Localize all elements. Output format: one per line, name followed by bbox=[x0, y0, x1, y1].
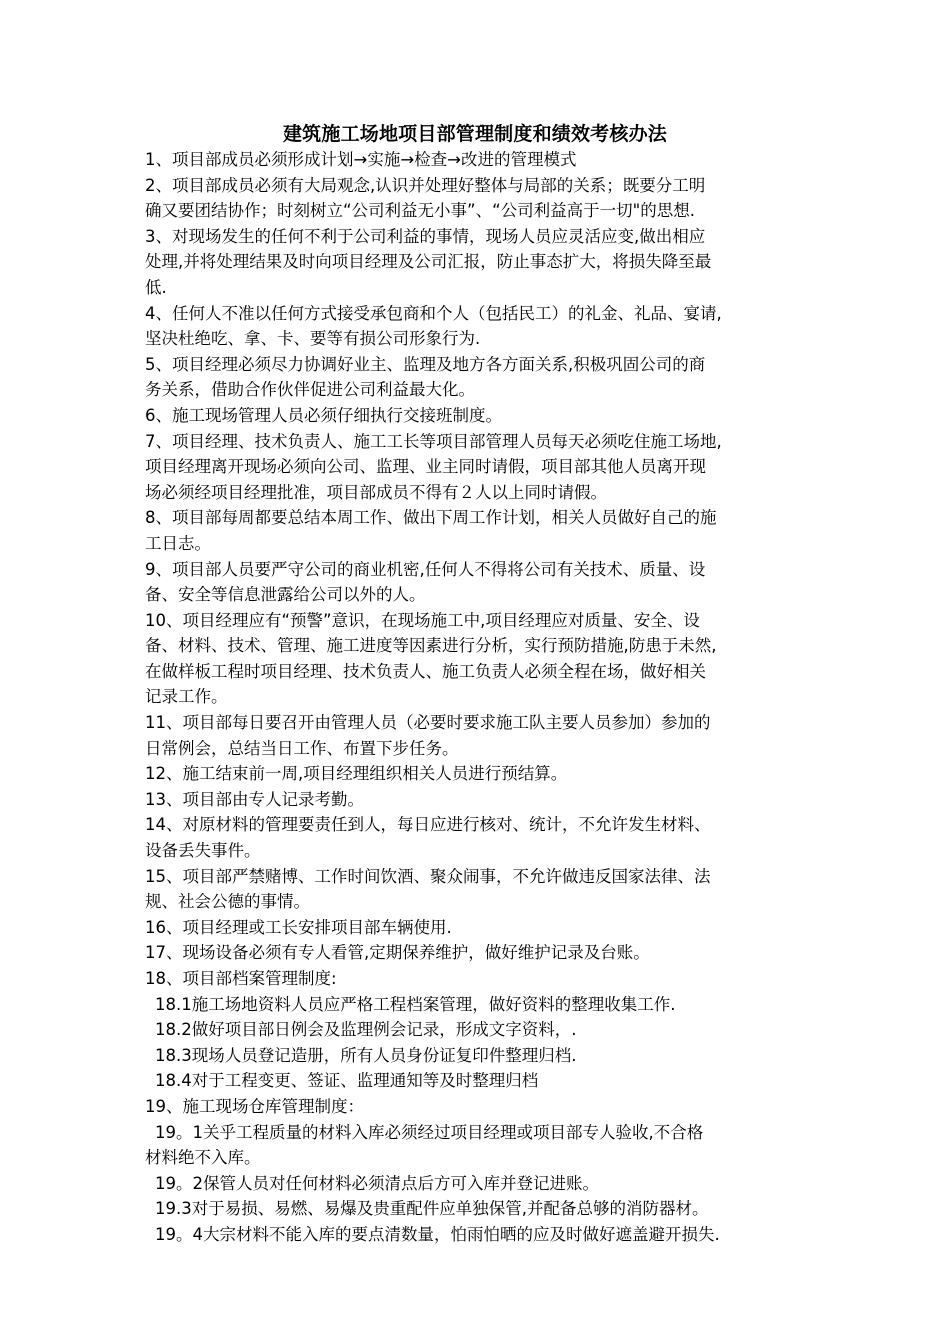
paragraph-line: 处理,并将处理结果及时向项目经理及公司汇报，防止事态扩大，将损失降至最 bbox=[145, 252, 712, 272]
paragraph-line: 1、项目部成员必须形成计划→实施→检查→改进的管理模式 bbox=[145, 150, 577, 169]
paragraph-line: 工日志。 bbox=[145, 533, 211, 553]
paragraph-line: 15、项目部严禁赌博、工作时间饮酒、聚众闹事，不允许做违反国家法律、法 bbox=[145, 866, 711, 886]
document-body bbox=[145, 147, 820, 1248]
paragraph-line: 18.3现场人员登记造册，所有人员身份证复印件整理归档. bbox=[155, 1045, 577, 1065]
document-title: 建筑施工场地项目部管理制度和绩效考核办法 bbox=[282, 123, 667, 145]
paragraph-line: 11、项目部每日要召开由管理人员（必要时要求施工队主要人员参加）参加的 bbox=[145, 713, 711, 733]
paragraph-line: 16、项目经理或工长安排项目部车辆使用. bbox=[145, 917, 452, 937]
paragraph-line: 场必须经项目经理批准，项目部成员不得有２人以上同时请假。 bbox=[145, 482, 607, 502]
paragraph-line: 8、项目部每周都要总结本周工作、做出下周工作计划，相关人员做好自己的施 bbox=[145, 508, 717, 528]
paragraph-line: 12、施工结束前一周,项目经理组织相关人员进行预结算。 bbox=[145, 764, 568, 784]
paragraph-line: 19。2保管人员对任何材料必须清点后方可入库并登记进账。 bbox=[155, 1173, 599, 1193]
paragraph-line: 6、施工现场管理人员必须仔细执行交接班制度。 bbox=[145, 405, 502, 425]
paragraph-line: 备、安全等信息泄露给公司以外的人。 bbox=[145, 585, 426, 605]
paragraph-line: 17、现场设备必须有专人看管,定期保养维护，做好维护记录及台账。 bbox=[145, 943, 650, 963]
paragraph-line: 10、项目经理应有“预警”意识，在现场施工中,项目经理应对质量、安全、设 bbox=[145, 610, 700, 630]
paragraph-line: 务关系，借助合作伙伴促进公司利益最大化。 bbox=[145, 380, 475, 400]
paragraph-line: 在做样板工程时项目经理、技术负责人、施工负责人必须全程在场，做好相关 bbox=[145, 661, 706, 681]
paragraph-line: 确又要团结协作；时刻树立“公司利益无小事”、“公司利益高于一切"的思想. bbox=[145, 201, 695, 221]
paragraph-line: 3、对现场发生的任何不利于公司利益的事情，现场人员应灵活应变,做出相应 bbox=[145, 226, 706, 246]
paragraph-line: 18、项目部档案管理制度: bbox=[145, 969, 337, 988]
paragraph-line: 18.4对于工程变更、签证、监理通知等及时整理归档 bbox=[155, 1071, 539, 1091]
paragraph-line: 材料绝不入库。 bbox=[145, 1148, 261, 1168]
paragraph-line: 19。1关乎工程质量的材料入库必须经过项目经理或项目部专人验收,不合格 bbox=[155, 1122, 704, 1142]
paragraph-line: 19。4大宗材料不能入库的要点清数量，怕雨怕晒的应及时做好遮盖避开损失. bbox=[155, 1224, 720, 1244]
paragraph-line: 18.2做好项目部日例会及监理例会记录，形成文字资料，. bbox=[155, 1020, 577, 1040]
paragraph-line: 14、对原材料的管理要责任到人，每日应进行核对、统计，不允许发生材料、 bbox=[145, 815, 711, 835]
paragraph-line: 备、材料、技术、管理、施工进度等因素进行分析，实行预防措施,防患于未然, bbox=[145, 636, 717, 656]
paragraph-line: 4、任何人不准以任何方式接受承包商和个人（包括民工）的礼金、礼品、宴请, bbox=[145, 303, 722, 323]
paragraph-line: 7、项目经理、技术负责人、施工工长等项目部管理人员每天必须吃住施工场地, bbox=[145, 431, 722, 451]
paragraph-line: 规、社会公德的事情。 bbox=[145, 892, 310, 912]
paragraph-line: 项目经理离开现场必须向公司、监理、业主同时请假，项目部其他人员离开现 bbox=[145, 457, 706, 477]
paragraph-line: 设备丢失事件。 bbox=[145, 841, 261, 861]
paragraph-line: 19.3对于易损、易燃、易爆及贵重配件应单独保管,并配备总够的消防器材。 bbox=[155, 1199, 709, 1219]
paragraph-line: 日常例会，总结当日工作、布置下步任务。 bbox=[145, 738, 459, 758]
paragraph-line: 5、项目经理必须尽力协调好业主、监理及地方各方面关系,积极巩固公司的商 bbox=[145, 354, 706, 374]
paragraph-line: 13、项目部由专人记录考勤。 bbox=[145, 789, 364, 809]
paragraph-line: 2、项目部成员必须有大局观念,认识并处理好整体与局部的关系；既要分工明 bbox=[145, 175, 706, 195]
paragraph-line: 坚决杜绝吃、拿、卡、要等有损公司形象行为. bbox=[145, 329, 481, 349]
paragraph-line: 18.1施工场地资料人员应严格工程档案管理，做好资料的整理收集工作. bbox=[155, 994, 676, 1014]
paragraph-line: 低. bbox=[145, 277, 167, 297]
paragraph-line: 记录工作。 bbox=[145, 687, 228, 707]
paragraph-line: 9、项目部人员要严守公司的商业机密,任何人不得将公司有关技术、质量、设 bbox=[145, 559, 706, 579]
paragraph-line: 19、施工现场仓库管理制度： bbox=[145, 1096, 364, 1116]
